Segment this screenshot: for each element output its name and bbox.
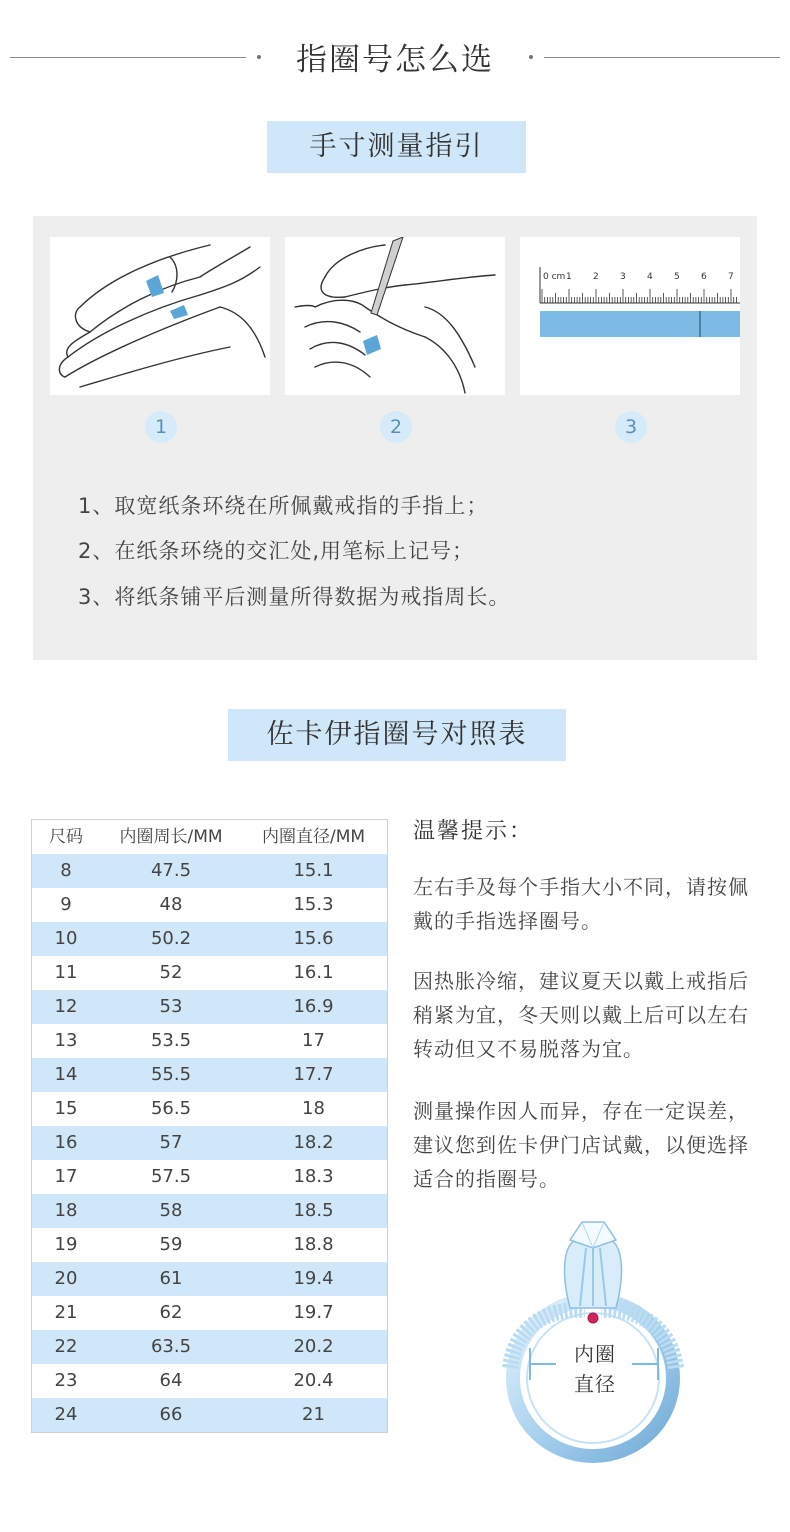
table-header-row [32,820,387,854]
tip-paragraph-1: 左右手及每个手指大小不同，请按佩戴的手指选择圈号。 [413,875,749,933]
cell-size: 8 [60,860,72,881]
table-row [32,956,387,990]
ring-label-line1: 内圈 [574,1342,616,1366]
step-number-3: 3 [615,411,647,443]
cell-diameter: 21 [302,1404,325,1425]
cell-circumference: 52 [159,962,183,983]
ruler-label: 0 cm [543,272,566,282]
cell-diameter: 18.8 [293,1234,334,1255]
ruler-label: 2 [593,272,599,282]
table-row [32,1024,387,1058]
cell-diameter: 19.4 [293,1268,334,1289]
cell-size: 18 [54,1200,78,1221]
table-row [32,1330,387,1364]
cell-size: 9 [60,894,72,915]
table-row [32,854,387,888]
cell-diameter: 19.7 [293,1302,334,1323]
cell-size: 20 [54,1268,78,1289]
cell-circumference: 61 [159,1268,183,1289]
cell-diameter: 18.5 [293,1200,334,1221]
cell-circumference: 56.5 [150,1098,192,1119]
cell-circumference: 53 [159,996,183,1017]
header-size: 尺码 [49,827,83,847]
table-row [32,1398,387,1432]
table-row [32,888,387,922]
ruler-label: 5 [674,272,680,282]
header-diameter: 内圈直径/MM [261,827,366,847]
table-row [32,1058,387,1092]
ruler-label: 1 [566,272,572,282]
cell-circumference: 55.5 [150,1064,192,1085]
cell-diameter: 18.2 [293,1132,334,1153]
step-text-1: 1、取宽纸条环绕在所佩戴戒指的手指上； [78,494,489,518]
table-row [32,1262,387,1296]
cell-size: 19 [54,1234,78,1255]
table-row [32,1126,387,1160]
cell-size: 17 [54,1166,78,1187]
table-row [32,922,387,956]
cell-size: 14 [54,1064,78,1085]
cell-diameter: 18.3 [293,1166,334,1187]
ruler-label: 7 [728,272,734,282]
cell-size: 21 [54,1302,78,1323]
cell-size: 11 [54,962,78,983]
ruler-label: 4 [647,272,653,282]
cell-size: 13 [54,1030,78,1051]
ruler-label: 3 [620,272,626,282]
cell-diameter: 15.6 [293,928,334,949]
ruler-svg [520,237,740,395]
table-row [32,1228,387,1262]
table-row [32,1296,387,1330]
table-row [32,1092,387,1126]
cell-circumference: 64 [159,1370,183,1391]
cell-circumference: 50.2 [150,928,192,949]
cell-size: 16 [54,1132,78,1153]
cell-circumference: 58 [159,1200,183,1221]
tip-paragraph-3: 测量操作因人而异，存在一定误差，建议您到佐卡伊门店试戴，以便选择适合的指圈号。 [413,1099,749,1191]
ruler-illustration [520,237,740,395]
cell-diameter: 15.3 [293,894,334,915]
cell-size: 15 [54,1098,78,1119]
table-row [32,1364,387,1398]
cell-circumference: 62 [159,1302,183,1323]
guide-title: 手寸测量指引 [267,121,526,173]
table-row [32,990,387,1024]
cell-circumference: 59 [159,1234,183,1255]
header-circumference: 内圈周长/MM [119,827,223,847]
table-row [32,1160,387,1194]
cell-diameter: 16.1 [293,962,334,983]
cell-diameter: 18 [302,1098,325,1119]
hand-strip-illustration [50,237,270,395]
table-body [32,854,387,1432]
size-chart-title: 佐卡伊指圈号对照表 [228,709,566,761]
tip-paragraph-2: 因热胀冷缩，建议夏天以戴上戒指后稍紧为宜，冬天则以戴上后可以左右转动但又不易脱落为宜。 [413,969,749,1061]
step-text-2: 2、在纸条环绕的交汇处,用笔标上记号； [78,539,475,563]
cell-diameter: 17.7 [293,1064,334,1085]
cell-diameter: 17 [302,1030,325,1051]
cell-circumference: 47.5 [150,860,192,881]
ruler-label: 6 [701,272,707,282]
tips-title: 温馨提示： [413,819,534,844]
cell-circumference: 57.5 [150,1166,192,1187]
cell-circumference: 48 [159,894,183,915]
cell-diameter: 20.4 [293,1370,334,1391]
ring-label-line2: 直径 [574,1372,616,1396]
cell-diameter: 15.1 [293,860,334,881]
cell-size: 24 [54,1404,78,1425]
cell-circumference: 53.5 [150,1030,192,1051]
paper-strip [540,311,740,337]
cell-circumference: 63.5 [150,1336,192,1357]
header-dot-right [529,55,533,59]
cell-diameter: 16.9 [293,996,334,1017]
cell-size: 10 [54,928,78,949]
table-row [32,1194,387,1228]
pen-mark-illustration [285,237,505,395]
step-number-1: 1 [145,411,177,443]
step-text-3: 3、将纸条铺平后测量所得数据为戒指周长。 [78,585,511,609]
cell-size: 12 [54,996,78,1017]
cell-circumference: 57 [159,1132,183,1153]
header-line-right [544,57,780,58]
cell-size: 22 [54,1336,78,1357]
cell-size: 23 [54,1370,78,1391]
cell-diameter: 20.2 [293,1336,334,1357]
cell-circumference: 66 [159,1404,183,1425]
size-table [31,819,388,1433]
step-number-2: 2 [380,411,412,443]
page-title: 指圈号怎么选 [296,42,494,78]
